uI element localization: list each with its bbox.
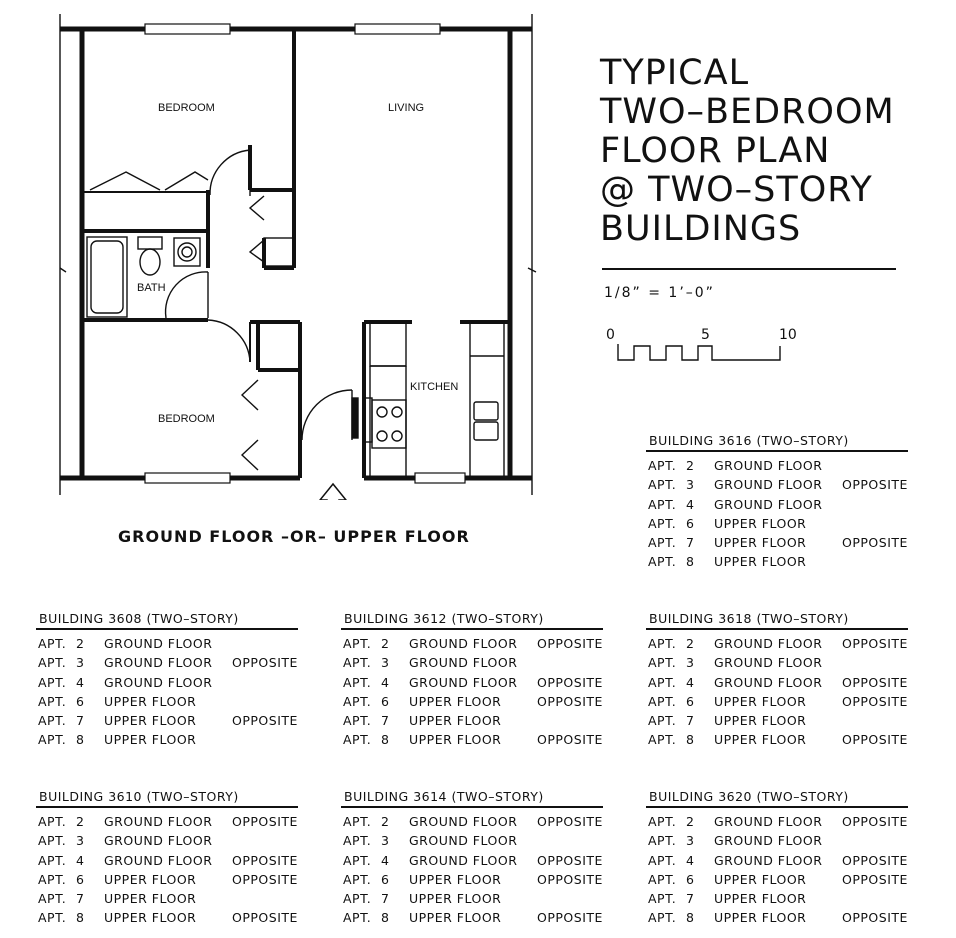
apartment-row — [343, 673, 611, 692]
apt-note: OPPOSITE — [537, 674, 603, 690]
apt-number: 8 — [381, 732, 390, 748]
apt-floor: GROUND FLOOR — [714, 636, 823, 651]
apartment-row — [648, 634, 916, 653]
apt-label: APT. — [38, 871, 67, 887]
apt-floor: GROUND FLOOR — [104, 833, 213, 849]
apt-floor: UPPER FLOOR — [104, 732, 197, 748]
apt-label: APT. — [648, 852, 677, 868]
apartment-row — [38, 711, 306, 730]
apt-label: APT. — [343, 674, 372, 690]
room-label-bedroom-top: BEDROOM — [158, 102, 215, 114]
apt-number: 2 — [76, 814, 85, 829]
apt-note: OPPOSITE — [537, 871, 603, 887]
apt-number: 6 — [686, 871, 695, 887]
title-line: TWO–BEDROOM — [600, 92, 895, 132]
building-table — [648, 610, 916, 750]
apt-label: APT. — [648, 732, 677, 748]
apt-label: APT. — [38, 655, 67, 671]
apartment-row — [343, 889, 611, 908]
apt-label: APT. — [648, 477, 677, 493]
scale-tick-label: 10 — [779, 327, 797, 343]
apartment-row — [648, 692, 916, 711]
apt-label: APT. — [648, 535, 677, 551]
apt-floor: GROUND FLOOR — [714, 674, 823, 690]
apt-floor: GROUND FLOOR — [409, 655, 518, 671]
apartment-row — [648, 456, 916, 475]
building-heading: BUILDING 3614 (TWO–STORY) — [344, 789, 544, 804]
apartment-row — [648, 495, 916, 514]
room-label-bedroom-bottom: BEDROOM — [158, 413, 215, 425]
apt-number: 7 — [686, 535, 695, 551]
apt-note: OPPOSITE — [232, 871, 298, 887]
apt-label: APT. — [648, 554, 677, 570]
apt-number: 7 — [686, 713, 695, 729]
apt-note: OPPOSITE — [232, 852, 298, 868]
building-table — [648, 788, 916, 928]
apt-floor: GROUND FLOOR — [104, 636, 213, 651]
apt-label: APT. — [343, 713, 372, 729]
apt-note: OPPOSITE — [842, 814, 908, 829]
apartment-row — [648, 908, 916, 927]
apartment-row — [648, 889, 916, 908]
apt-floor: UPPER FLOOR — [409, 891, 502, 907]
apt-label: APT. — [648, 891, 677, 907]
apt-floor: UPPER FLOOR — [409, 910, 502, 926]
apartment-row — [648, 673, 916, 692]
apartment-row — [343, 634, 611, 653]
apartment-row — [343, 812, 611, 831]
apt-note: OPPOSITE — [842, 477, 908, 493]
apt-note: OPPOSITE — [232, 910, 298, 926]
apt-floor: UPPER FLOOR — [104, 693, 197, 709]
apt-number: 6 — [686, 515, 695, 531]
apt-floor: UPPER FLOOR — [714, 693, 807, 709]
apt-number: 3 — [381, 833, 390, 849]
apt-number: 7 — [76, 891, 85, 907]
apt-number: 3 — [76, 655, 85, 671]
building-heading: BUILDING 3610 (TWO–STORY) — [39, 789, 239, 804]
apt-label: APT. — [648, 713, 677, 729]
apt-note: OPPOSITE — [842, 871, 908, 887]
title-line: @ TWO–STORY — [600, 170, 873, 210]
apt-label: APT. — [343, 636, 372, 651]
room-label-bath: BATH — [137, 282, 166, 294]
apt-floor: UPPER FLOOR — [714, 910, 807, 926]
apartment-row — [38, 634, 306, 653]
apt-label: APT. — [648, 910, 677, 926]
apt-label: APT. — [343, 910, 372, 926]
apt-number: 8 — [76, 910, 85, 926]
apt-note: OPPOSITE — [537, 693, 603, 709]
apt-note: OPPOSITE — [842, 852, 908, 868]
apt-label: APT. — [648, 496, 677, 512]
apt-note: OPPOSITE — [842, 693, 908, 709]
apt-number: 4 — [76, 852, 85, 868]
apt-floor: UPPER FLOOR — [409, 732, 502, 748]
apartment-row — [343, 851, 611, 870]
apt-label: APT. — [38, 674, 67, 690]
apartment-row — [343, 692, 611, 711]
apt-floor: GROUND FLOOR — [104, 674, 213, 690]
building-table — [38, 610, 306, 750]
apartment-row — [38, 812, 306, 831]
scale-bar — [612, 340, 784, 364]
apt-note: OPPOSITE — [842, 535, 908, 551]
interior-walls — [82, 29, 510, 478]
building-table — [343, 610, 611, 750]
apt-floor: GROUND FLOOR — [714, 852, 823, 868]
apt-floor: GROUND FLOOR — [409, 814, 518, 829]
apt-floor: UPPER FLOOR — [104, 871, 197, 887]
apt-number: 3 — [686, 477, 695, 493]
apt-number: 4 — [381, 674, 390, 690]
apt-number: 4 — [76, 674, 85, 690]
apt-label: APT. — [343, 871, 372, 887]
building-table — [648, 432, 916, 572]
apt-number: 6 — [381, 871, 390, 887]
title-rule — [602, 268, 896, 270]
apt-floor: UPPER FLOOR — [104, 910, 197, 926]
apt-floor: GROUND FLOOR — [409, 674, 518, 690]
apartment-row — [38, 831, 306, 850]
apt-floor: UPPER FLOOR — [409, 871, 502, 887]
floor-plan-drawing — [0, 0, 560, 500]
apt-label: APT. — [343, 693, 372, 709]
apt-floor: UPPER FLOOR — [714, 554, 807, 570]
apt-label: APT. — [648, 871, 677, 887]
apt-label: APT. — [343, 732, 372, 748]
building-heading: BUILDING 3616 (TWO–STORY) — [649, 433, 849, 448]
apt-label: APT. — [38, 814, 67, 829]
apartment-row — [343, 730, 611, 749]
apt-label: APT. — [648, 814, 677, 829]
apt-label: APT. — [343, 833, 372, 849]
apt-floor: GROUND FLOOR — [714, 458, 823, 473]
floor-caption: GROUND FLOOR –OR– UPPER FLOOR — [118, 527, 470, 546]
title-line: BUILDINGS — [600, 209, 802, 249]
apt-label: APT. — [648, 655, 677, 671]
apt-label: APT. — [648, 515, 677, 531]
apt-note: OPPOSITE — [232, 814, 298, 829]
apt-number: 2 — [381, 636, 390, 651]
apt-note: OPPOSITE — [232, 655, 298, 671]
apt-floor: UPPER FLOOR — [714, 871, 807, 887]
scale-tick-label: 0 — [606, 327, 615, 343]
building-table — [343, 788, 611, 928]
apt-label: APT. — [38, 852, 67, 868]
apt-number: 4 — [686, 674, 695, 690]
apt-label: APT. — [38, 833, 67, 849]
apartment-row — [648, 475, 916, 494]
apt-number: 6 — [686, 693, 695, 709]
building-heading-rule — [646, 450, 908, 452]
apt-label: APT. — [343, 814, 372, 829]
apartment-row — [648, 851, 916, 870]
apt-number: 8 — [686, 732, 695, 748]
apt-floor: UPPER FLOOR — [104, 891, 197, 907]
apt-number: 6 — [76, 693, 85, 709]
apt-floor: UPPER FLOOR — [714, 535, 807, 551]
apt-floor: GROUND FLOOR — [409, 852, 518, 868]
title-line: FLOOR PLAN — [600, 131, 831, 171]
apt-number: 2 — [686, 458, 695, 473]
scale-tick-label: 5 — [701, 327, 710, 343]
apartment-row — [648, 653, 916, 672]
apt-floor: GROUND FLOOR — [104, 814, 213, 829]
apt-floor: UPPER FLOOR — [714, 713, 807, 729]
apartment-row — [38, 889, 306, 908]
apartment-row — [343, 870, 611, 889]
apt-number: 2 — [686, 636, 695, 651]
apt-label: APT. — [343, 852, 372, 868]
apt-label: APT. — [648, 458, 677, 473]
apartment-row — [38, 851, 306, 870]
apt-floor: GROUND FLOOR — [409, 636, 518, 651]
apt-note: OPPOSITE — [537, 852, 603, 868]
apartment-row — [648, 514, 916, 533]
apt-number: 3 — [76, 833, 85, 849]
building-heading: BUILDING 3612 (TWO–STORY) — [344, 611, 544, 626]
apt-note: OPPOSITE — [537, 814, 603, 829]
apt-number: 3 — [686, 655, 695, 671]
apt-floor: GROUND FLOOR — [714, 477, 823, 493]
building-heading-rule — [646, 806, 908, 808]
apt-label: APT. — [343, 891, 372, 907]
apt-number: 8 — [381, 910, 390, 926]
apt-label: APT. — [38, 713, 67, 729]
apt-number: 3 — [686, 833, 695, 849]
apt-floor: GROUND FLOOR — [714, 655, 823, 671]
apartment-row — [648, 552, 916, 571]
apt-number: 3 — [381, 655, 390, 671]
apt-note: OPPOSITE — [842, 910, 908, 926]
apartment-row — [343, 908, 611, 927]
apt-floor: UPPER FLOOR — [714, 515, 807, 531]
apt-number: 8 — [686, 910, 695, 926]
apt-floor: GROUND FLOOR — [714, 814, 823, 829]
apt-label: APT. — [648, 693, 677, 709]
apt-floor: GROUND FLOOR — [714, 833, 823, 849]
building-heading: BUILDING 3608 (TWO–STORY) — [39, 611, 239, 626]
kitchen-fixtures — [364, 322, 504, 478]
apt-note: OPPOSITE — [537, 910, 603, 926]
apt-number: 4 — [686, 496, 695, 512]
building-table — [38, 788, 306, 928]
apt-label: APT. — [343, 655, 372, 671]
apt-number: 8 — [686, 554, 695, 570]
bath-fixtures — [87, 237, 208, 318]
apt-floor: GROUND FLOOR — [409, 833, 518, 849]
apartment-row — [343, 653, 611, 672]
apartment-row — [343, 711, 611, 730]
apt-floor: GROUND FLOOR — [104, 852, 213, 868]
building-heading-rule — [646, 628, 908, 630]
apt-floor: UPPER FLOOR — [714, 732, 807, 748]
apartment-row — [648, 812, 916, 831]
building-heading: BUILDING 3618 (TWO–STORY) — [649, 611, 849, 626]
apartment-row — [648, 730, 916, 749]
building-heading: BUILDING 3620 (TWO–STORY) — [649, 789, 849, 804]
apt-label: APT. — [38, 693, 67, 709]
apt-label: APT. — [38, 636, 67, 651]
apt-number: 2 — [686, 814, 695, 829]
apartment-row — [38, 673, 306, 692]
apt-label: APT. — [38, 910, 67, 926]
apt-note: OPPOSITE — [537, 636, 603, 651]
apt-label: APT. — [648, 833, 677, 849]
apt-floor: GROUND FLOOR — [714, 496, 823, 512]
apt-note: OPPOSITE — [842, 674, 908, 690]
apt-label: APT. — [38, 732, 67, 748]
apt-number: 7 — [381, 891, 390, 907]
apartment-row — [38, 870, 306, 889]
apartment-row — [648, 711, 916, 730]
apt-note: OPPOSITE — [537, 732, 603, 748]
building-heading-rule — [36, 628, 298, 630]
apartment-row — [648, 870, 916, 889]
apt-floor: GROUND FLOOR — [104, 655, 213, 671]
apartment-row — [648, 831, 916, 850]
entry-arrow-icon — [320, 484, 346, 500]
room-label-kitchen: KITCHEN — [410, 381, 459, 393]
building-heading-rule — [341, 806, 603, 808]
apt-number: 8 — [76, 732, 85, 748]
apt-floor: UPPER FLOOR — [104, 713, 197, 729]
apt-number: 4 — [686, 852, 695, 868]
apt-number: 7 — [381, 713, 390, 729]
apartment-row — [38, 730, 306, 749]
title-line: TYPICAL — [600, 53, 750, 93]
building-heading-rule — [36, 806, 298, 808]
apt-number: 2 — [76, 636, 85, 651]
apt-number: 7 — [686, 891, 695, 907]
apt-note: OPPOSITE — [232, 713, 298, 729]
apt-floor: UPPER FLOOR — [409, 713, 502, 729]
apt-note: OPPOSITE — [842, 636, 908, 651]
apt-floor: UPPER FLOOR — [714, 891, 807, 907]
title-block — [600, 54, 896, 249]
apartment-row — [648, 533, 916, 552]
building-heading-rule — [341, 628, 603, 630]
room-label-living: LIVING — [388, 102, 425, 114]
apartment-row — [38, 908, 306, 927]
apartment-row — [38, 692, 306, 711]
apt-number: 4 — [381, 852, 390, 868]
apt-number: 6 — [381, 693, 390, 709]
apartment-row — [343, 831, 611, 850]
apt-number: 7 — [76, 713, 85, 729]
apt-label: APT. — [38, 891, 67, 907]
apt-number: 2 — [381, 814, 390, 829]
apt-number: 6 — [76, 871, 85, 887]
scale-text: 1/8” = 1’–0” — [604, 285, 715, 301]
apt-label: APT. — [648, 674, 677, 690]
apt-label: APT. — [648, 636, 677, 651]
apt-floor: UPPER FLOOR — [409, 693, 502, 709]
apt-note: OPPOSITE — [842, 732, 908, 748]
apartment-row — [38, 653, 306, 672]
